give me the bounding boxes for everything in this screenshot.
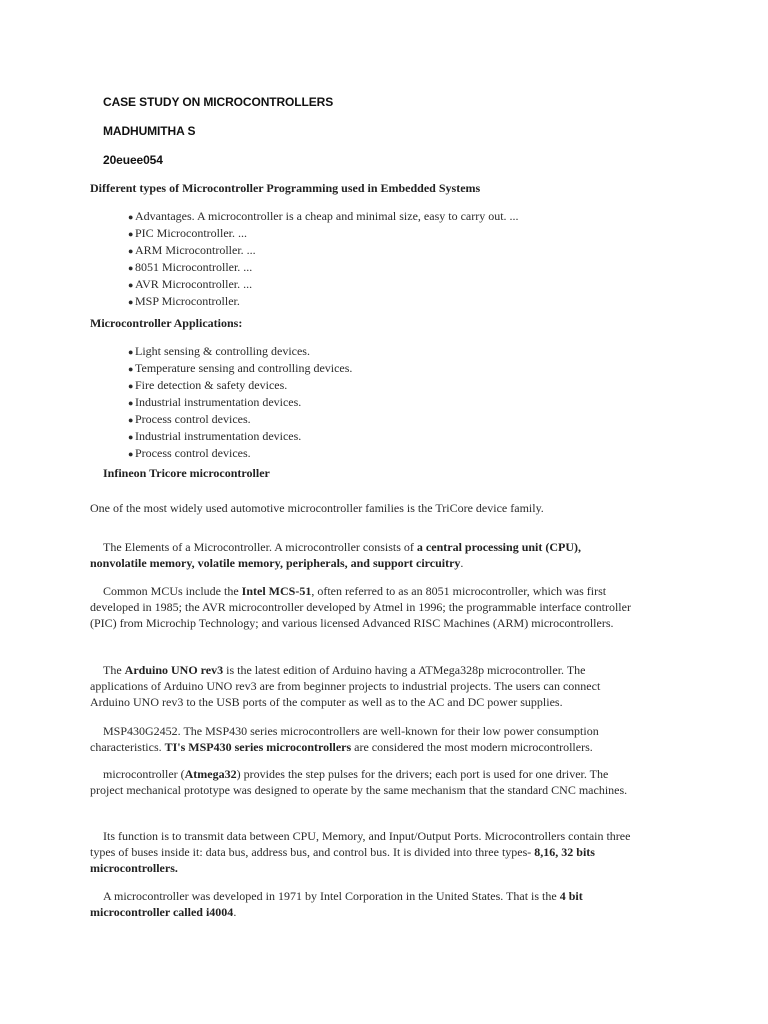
list-item: ● Industrial instrumentation devices.	[128, 395, 302, 409]
author-name: MADHUMITHA S	[103, 124, 196, 138]
applications-list	[128, 343, 352, 462]
list-item: ● AVR Microcontroller. ...	[128, 277, 253, 291]
bullet-icon: ●	[128, 398, 134, 408]
document-title: CASE STUDY ON MICROCONTROLLERS	[103, 95, 334, 109]
list-item: ● Temperature sensing and controlling devices.	[128, 361, 353, 375]
bullet-icon: ●	[128, 297, 134, 307]
section-heading-applications: Microcontroller Applications:	[90, 316, 243, 330]
bullet-icon: ●	[128, 246, 134, 256]
bullet-icon: ●	[128, 212, 134, 222]
bullet-icon: ●	[128, 229, 134, 239]
bullet-icon: ●	[128, 364, 134, 374]
intro-paragraph: One of the most widely used automotive microcontroller families is the TriCore device family.	[90, 501, 544, 515]
bullet-icon: ●	[128, 263, 134, 273]
bullet-icon: ●	[128, 432, 134, 442]
list-item: ● 8051 Microcontroller. ...	[128, 260, 253, 274]
paragraph-history: A microcontroller was developed in 1971 by Intel Corporation in the United States. That is the 4 bit microcontroller called i4004.	[90, 889, 583, 920]
bullet-icon: ●	[128, 347, 134, 357]
list-item: ● MSP Microcontroller.	[128, 294, 240, 308]
section-heading-tricore: Infineon Tricore microcontroller	[103, 466, 270, 480]
list-item: ● Process control devices.	[128, 446, 251, 460]
list-item: ● Industrial instrumentation devices.	[128, 429, 302, 443]
bullet-icon: ●	[128, 449, 134, 459]
list-item: ● ARM Microcontroller. ...	[128, 243, 256, 257]
paragraph-atmega32: microcontroller (Atmega32) provides the step pulses for the drivers; each port is used for one driver. The project mechanical prototype was designed to operate by the same mechanism that the standard CNC machines.	[90, 767, 628, 798]
programming-types-list	[128, 208, 519, 310]
paragraph-common-mcus: Common MCUs include the Intel MCS-51, often referred to as an 8051 microcontroller, which was first developed in 1985; the AVR microcontroller developed by Atmel in 1996; the programmable interface controller (PIC) from Microchip Technology; and various licensed Advanced RISC Machines (ARM) microcontrollers.	[90, 584, 631, 631]
bullet-icon: ●	[128, 415, 134, 425]
list-item: ● Fire detection & safety devices.	[128, 378, 288, 392]
list-item: ● Light sensing & controlling devices.	[128, 344, 310, 358]
list-item: ● Process control devices.	[128, 412, 251, 426]
roll-number: 20euee054	[103, 153, 163, 167]
paragraph-arduino: The Arduino UNO rev3 is the latest edition of Arduino having a ATMega328p microcontroller. The applications of Arduino UNO rev3 are from beginner projects to industrial projects. The users can connect Arduino UNO rev3 to the USB ports of the computer as well as to the AC and DC power supplies.	[90, 663, 601, 710]
paragraph-msp430: MSP430G2452. The MSP430 series microcontrollers are well-known for their low power consumption characteristics. TI's MSP430 series microcontrollers are considered the most modern microcontrollers.	[90, 724, 599, 755]
paragraph-buses: Its function is to transmit data between CPU, Memory, and Input/Output Ports. Microcontrollers contain three types of buses inside it: data bus, address bus, and control bus. It is divided into three types- 8,16, 32 bits microcontrollers.	[90, 829, 631, 876]
bullet-icon: ●	[128, 280, 134, 290]
list-item: ● Advantages. A microcontroller is a cheap and minimal size, easy to carry out. ...	[128, 209, 519, 223]
bullet-icon: ●	[128, 381, 134, 391]
paragraph-elements: The Elements of a Microcontroller. A microcontroller consists of a central processing unit (CPU), nonvolatile memory, volatile memory, peripherals, and support circuitry.	[90, 540, 582, 571]
section-heading-programming: Different types of Microcontroller Programming used in Embedded Systems	[90, 181, 481, 195]
list-item: ● PIC Microcontroller. ...	[128, 226, 247, 240]
